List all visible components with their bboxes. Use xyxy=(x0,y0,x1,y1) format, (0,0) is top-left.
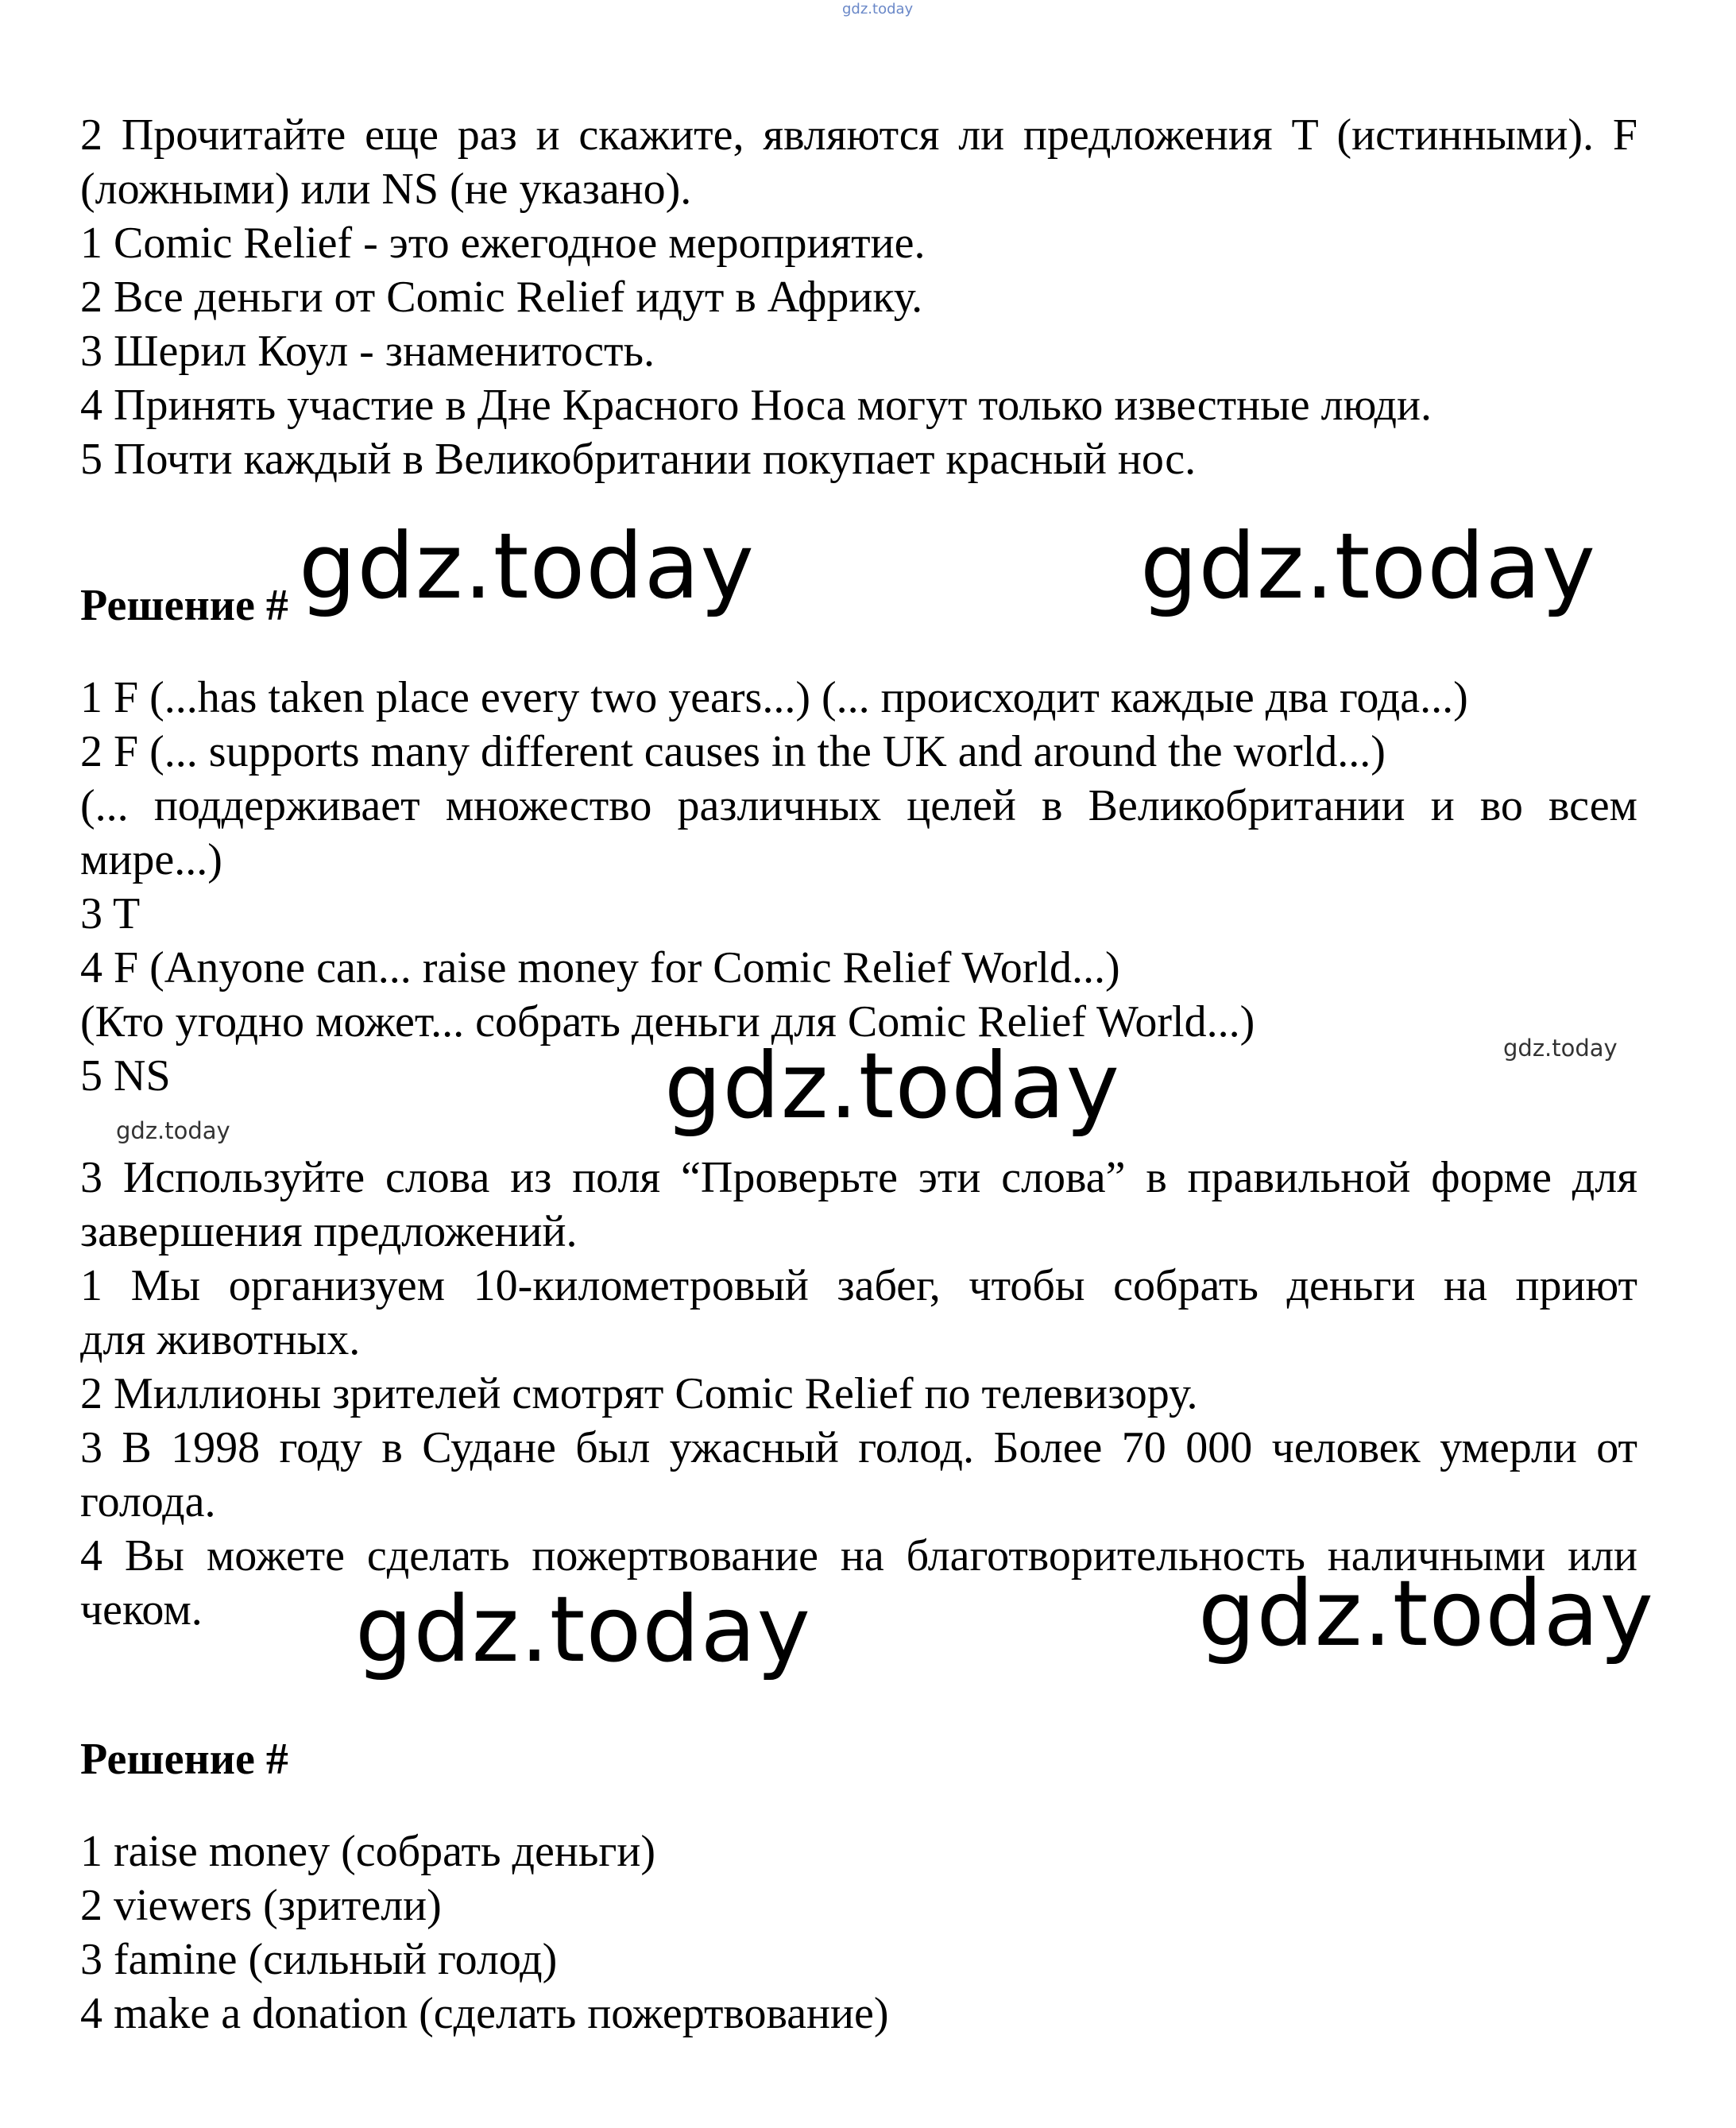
watermark-large: gdz.today xyxy=(355,1577,811,1682)
task2-item: 4 Принять участие в Дне Красного Носа могут только известные люди. xyxy=(80,381,1432,430)
solution-line: 3 famine (сильный голод) xyxy=(80,1935,558,1984)
solution-line: мире...) xyxy=(80,835,222,884)
solution-line: 2 viewers (зрители) xyxy=(80,1881,442,1930)
watermark-large: gdz.today xyxy=(1140,513,1596,619)
task2-item: 5 Почти каждый в Великобритании покупает красный нос. xyxy=(80,435,1197,484)
solution-line: 1 raise money (собрать деньги) xyxy=(80,1827,655,1876)
solution-line: 2 F (... supports many different causes in the UK and around the world...) xyxy=(80,727,1386,776)
watermark-small: gdz.today xyxy=(1503,1035,1618,1062)
task3-line: голода. xyxy=(80,1477,216,1526)
watermark-large: gdz.today xyxy=(299,513,755,619)
task3-line: для животных. xyxy=(80,1315,361,1364)
solution-heading: Решение # xyxy=(80,581,288,630)
solution-line: 5 NS xyxy=(80,1051,171,1101)
task3-line: 3 Используйте слова из поля “Проверьте эти слова” в правильной форме для xyxy=(80,1153,1637,1202)
task2-item: 3 Шерил Коул - знаменитость. xyxy=(80,327,655,376)
watermark-large: gdz.today xyxy=(1198,1561,1654,1666)
task3-line: завершения предложений. xyxy=(80,1207,578,1256)
task3-line: 2 Миллионы зрителей смотрят Comic Relief по телевизору. xyxy=(80,1369,1198,1418)
task3-line: чеком. xyxy=(80,1585,203,1635)
watermark-small: gdz.today xyxy=(116,1117,230,1144)
task2-instruction-line2: (ложными) или NS (не указано). xyxy=(80,164,692,214)
solution-line: (... поддерживает множество различных целей в Великобритании и во всем xyxy=(80,781,1637,830)
solution-line: 1 F (...has taken place every two years...) (... происходит каждые два года...) xyxy=(80,673,1468,722)
solution-heading: Решение # xyxy=(80,1735,288,1784)
solution-line: 3 T xyxy=(80,889,141,938)
task2-instruction-line1: 2 Прочитайте еще раз и скажите, являются ли предложения T (истинными). F xyxy=(80,110,1637,160)
task3-line: 1 Мы организуем 10-километровый забег, чтобы собрать деньги на приют xyxy=(80,1261,1637,1310)
watermark-top: gdz.today xyxy=(842,1,914,17)
solution-line: 4 make a donation (сделать пожертвование) xyxy=(80,1989,889,2038)
solution-line: (Кто угодно может... собрать деньги для Comic Relief World...) xyxy=(80,997,1255,1047)
task3-line: 4 Вы можете сделать пожертвование на благотворительность наличными или xyxy=(80,1531,1637,1581)
solution-line: 4 F (Anyone can... raise money for Comic Relief World...) xyxy=(80,943,1120,992)
task2-item: 1 Comic Relief - это ежегодное мероприятие. xyxy=(80,219,926,268)
task3-line: 3 В 1998 году в Судане был ужасный голод. Более 70 000 человек умерли от xyxy=(80,1423,1637,1472)
task2-item: 2 Все деньги от Comic Relief идут в Африку. xyxy=(80,273,923,322)
watermark-large: gdz.today xyxy=(664,1033,1120,1139)
